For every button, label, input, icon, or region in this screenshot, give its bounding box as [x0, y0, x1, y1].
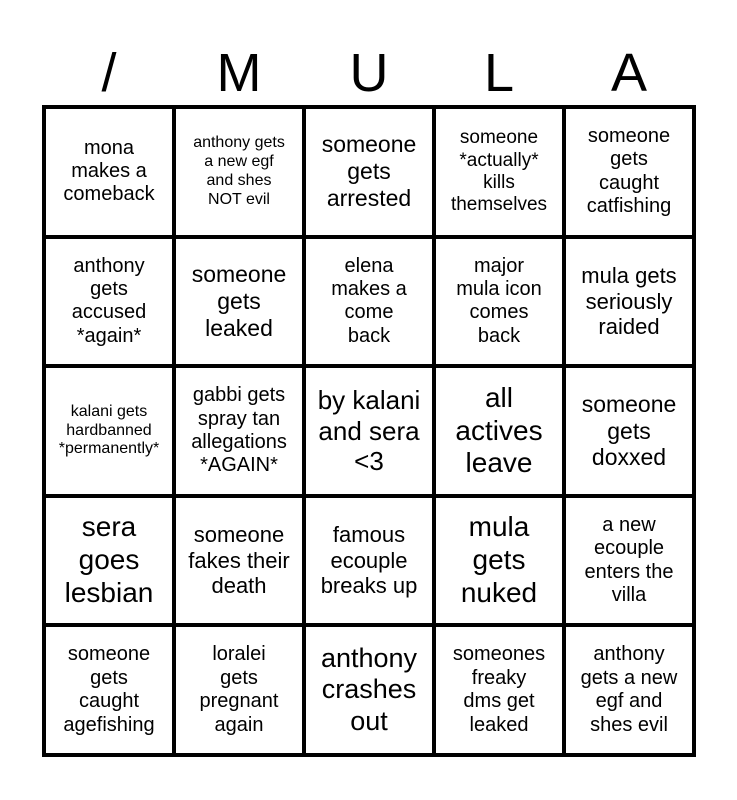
header-letter-m: M: [216, 43, 262, 103]
bingo-cell[interactable]: [174, 366, 304, 496]
bingo-cell[interactable]: [564, 107, 694, 237]
bingo-cell-text: someone *actually* kills themselves: [450, 127, 548, 216]
bingo-cell-text: a new ecouple enters the villa: [584, 513, 674, 606]
bingo-cell-text: all actives leave: [455, 381, 543, 479]
bingo-cell-text: by kalani and sera <3: [317, 385, 421, 477]
bingo-cell[interactable]: [304, 625, 434, 755]
bingo-cell[interactable]: [44, 366, 174, 496]
bingo-cell-text: gabbi gets spray tan allegations *AGAIN*: [191, 384, 287, 477]
bingo-cell[interactable]: [44, 107, 174, 237]
bingo-cell[interactable]: [564, 625, 694, 755]
bingo-cell-text: someone fakes their death: [188, 521, 290, 599]
header-letter-u: U: [349, 43, 389, 103]
bingo-cell-text: someone gets arrested: [321, 131, 417, 212]
bingo-cell[interactable]: [174, 625, 304, 755]
bingo-cell-text: someone gets caught catfishing: [586, 125, 672, 218]
bingo-cell[interactable]: [304, 496, 434, 626]
bingo-cell[interactable]: [174, 107, 304, 237]
bingo-cell-text: someone gets leaked: [191, 261, 287, 341]
header-letter-a: A: [610, 43, 648, 103]
bingo-cell-text: anthony gets a new egf and shes evil: [580, 643, 678, 736]
bingo-cell-text: someones freaky dms get leaked: [452, 643, 546, 736]
bingo-cell[interactable]: [304, 237, 434, 367]
bingo-cell-text: mula gets seriously raided: [581, 262, 677, 340]
bingo-cell-text: sera goes lesbian: [64, 511, 154, 608]
bingo-cell-text: kalani gets hardbanned *permanently*: [58, 402, 160, 458]
bingo-cell[interactable]: [564, 237, 694, 367]
header-letter-l: L: [483, 43, 515, 103]
bingo-cell-text: loralei gets pregnant again: [199, 643, 279, 736]
bingo-board: [42, 105, 696, 757]
bingo-cell[interactable]: [44, 496, 174, 626]
bingo-cell-text: someone gets doxxed: [581, 390, 677, 471]
bingo-cell-text: mula gets nuked: [460, 511, 538, 608]
bingo-cell-text: someone gets caught agefishing: [63, 643, 155, 736]
bingo-cell[interactable]: [174, 237, 304, 367]
bingo-cell-text: famous ecouple breaks up: [320, 521, 418, 599]
bingo-cell[interactable]: [434, 237, 564, 367]
bingo-cell-text: anthony gets accused *again*: [71, 254, 147, 347]
bingo-cell-text: anthony crashes out: [320, 642, 418, 736]
bingo-cell-text: elena makes a come back: [331, 254, 407, 347]
bingo-cell-text: anthony gets a new egf and shes NOT evil: [193, 134, 285, 208]
bingo-cell[interactable]: [44, 237, 174, 367]
bingo-cell[interactable]: [304, 366, 434, 496]
bingo-cell[interactable]: [44, 625, 174, 755]
bingo-cell[interactable]: [434, 366, 564, 496]
bingo-header: [44, 42, 694, 104]
header-letter-slash: /: [101, 43, 117, 103]
bingo-cell-text: mona makes a comeback: [63, 136, 155, 206]
bingo-cell[interactable]: [434, 625, 564, 755]
bingo-cell[interactable]: [434, 496, 564, 626]
bingo-cell-text: major mula icon comes back: [456, 254, 542, 347]
bingo-cell[interactable]: [564, 366, 694, 496]
bingo-cell[interactable]: [564, 496, 694, 626]
bingo-cell[interactable]: [174, 496, 304, 626]
bingo-cell[interactable]: [434, 107, 564, 237]
bingo-cell[interactable]: [304, 107, 434, 237]
